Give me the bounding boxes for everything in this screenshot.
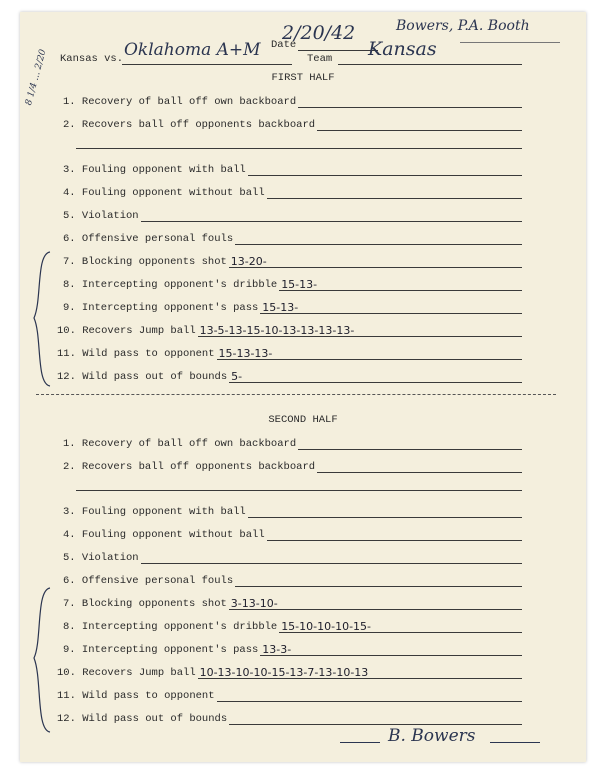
second-half-item-line: [141, 563, 522, 564]
first-half-item-label: 3. Fouling opponent with ball: [63, 164, 246, 176]
first-half-extra-line: [76, 148, 522, 149]
second-half-item-line: [298, 449, 522, 450]
opponent-name: Oklahoma A+M: [124, 40, 261, 60]
first-half-item-label: 1. Recovery of ball off own backboard: [63, 96, 297, 108]
second-half-item-label: 3. Fouling opponent with ball: [63, 506, 246, 518]
first-half-item-label: 6. Offensive personal fouls: [63, 233, 234, 245]
first-half-item-line: [260, 313, 522, 314]
second-half-item-label: 6. Offensive personal fouls: [63, 575, 234, 587]
first-half-item-value: 5-: [231, 370, 243, 383]
first-half-item-line: [317, 130, 522, 131]
team-label: Team: [307, 53, 333, 65]
second-half-item-label: 4. Fouling opponent without ball: [63, 529, 265, 541]
first-half-bracket: [32, 250, 54, 390]
first-half-item-value: 15-13-13-: [218, 347, 273, 360]
second-half-title: SECOND HALF: [268, 414, 338, 426]
first-half-item-line: [229, 382, 522, 383]
second-half-item-line: [235, 586, 522, 587]
second-half-item-label: 8. Intercepting opponent's dribble: [63, 621, 278, 633]
second-half-item-line: [217, 701, 523, 702]
team-name: Kansas: [368, 38, 437, 60]
top-right-underline: [460, 42, 560, 43]
first-half-title: FIRST HALF: [271, 72, 335, 84]
half-divider: [36, 394, 556, 395]
first-half-item-value: 13-20-: [230, 255, 267, 268]
second-half-item-value: 10-13-10-10-15-13-7-13-10-13: [199, 666, 369, 679]
first-half-item-label: 4. Fouling opponent without ball: [63, 187, 265, 199]
first-half-item-label: 11. Wild pass to opponent: [57, 348, 215, 360]
first-half-item-line: [267, 198, 522, 199]
date-label: Date: [271, 39, 297, 51]
signature: B. Bowers: [388, 726, 476, 746]
scoresheet-paper: [20, 12, 586, 762]
second-half-item-label: 1. Recovery of ball off own backboard: [63, 438, 297, 450]
second-half-item-line: [248, 517, 522, 518]
second-half-item-line: [317, 472, 522, 473]
first-half-item-label: 10. Recovers Jump ball: [57, 325, 196, 337]
team-a-label: Kansas vs.: [60, 53, 124, 65]
second-half-item-label: 11. Wild pass to opponent: [57, 690, 215, 702]
second-half-item-value: 3-13-10-: [230, 597, 278, 610]
first-half-item-value: 15-13-: [262, 301, 299, 314]
first-half-item-value: 15-13-: [281, 278, 318, 291]
date-value: 2/20/42: [282, 22, 356, 44]
first-half-item-line: [298, 107, 522, 108]
second-half-item-label: 7. Blocking opponents shot: [63, 598, 227, 610]
first-half-item-line: [248, 175, 522, 176]
first-half-item-label: 12. Wild pass out of bounds: [57, 371, 228, 383]
first-half-item-label: 2. Recovers ball off opponents backboard: [63, 119, 316, 131]
second-half-bracket: [32, 586, 54, 736]
team-line: [338, 64, 522, 65]
second-half-item-value: 15-10-10-10-15-: [281, 620, 372, 633]
second-half-item-line: [229, 724, 522, 725]
second-half-item-label: 2. Recovers ball off opponents backboard: [63, 461, 316, 473]
second-half-item-label: 5. Violation: [63, 552, 139, 564]
second-half-item-label: 12. Wild pass out of bounds: [57, 713, 228, 725]
margin-note: 8 1/4 ... 2/20: [24, 48, 49, 107]
first-half-item-line: [235, 244, 522, 245]
first-half-item-value: 13-5-13-15-10-13-13-13-13-: [199, 324, 355, 337]
first-half-item-label: 9. Intercepting opponent's pass: [63, 302, 259, 314]
first-half-item-label: 7. Blocking opponents shot: [63, 256, 227, 268]
signature-dash-right: [490, 742, 540, 743]
date-line: [298, 50, 378, 51]
second-half-item-label: 9. Intercepting opponent's pass: [63, 644, 259, 656]
first-half-item-label: 5. Violation: [63, 210, 139, 222]
opponent-line: [122, 64, 292, 65]
second-half-item-value: 13-3-: [262, 643, 292, 656]
first-half-item-label: 8. Intercepting opponent's dribble: [63, 279, 278, 291]
second-half-extra-line: [76, 490, 522, 491]
first-half-item-line: [229, 267, 522, 268]
second-half-item-line: [260, 655, 522, 656]
signature-dash-left: [340, 742, 380, 743]
second-half-item-label: 10. Recovers Jump ball: [57, 667, 196, 679]
first-half-item-line: [141, 221, 522, 222]
top-right-note: Bowers, P.A. Booth: [396, 18, 530, 34]
second-half-item-line: [267, 540, 522, 541]
